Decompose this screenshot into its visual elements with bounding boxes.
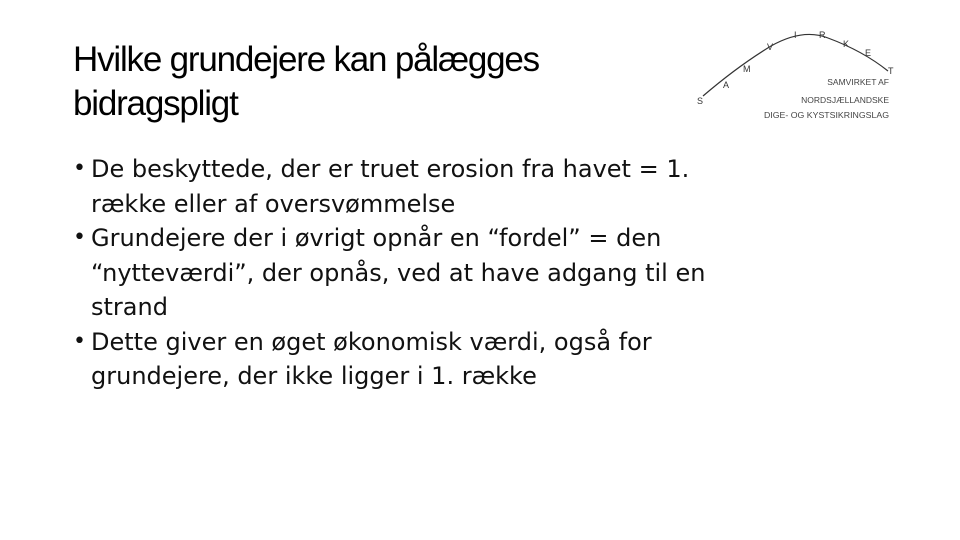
logo-letter-r: R	[819, 30, 826, 40]
bullet-item	[73, 221, 833, 325]
bullet-list	[73, 152, 833, 394]
bullet-dot: •	[73, 156, 86, 181]
slide-title-line-2: bidragspligt	[73, 84, 238, 123]
bullet-dot: •	[73, 328, 86, 354]
logo-letter-a: A	[723, 80, 730, 90]
bullet-2-line-3: strand	[91, 293, 168, 321]
logo-graphic	[693, 26, 901, 124]
logo-line-3: DIGE- OG KYSTSIKRINGSLAG	[764, 110, 889, 120]
bullet-2-line-2: “nytteværdi”, der opnås, ved at have adgang til en	[91, 258, 706, 287]
bullet-1-line-1: De beskyttede, der er truet erosion fra havet = 1.	[91, 155, 690, 183]
bullet-item	[73, 325, 833, 394]
bullet-dot: •	[73, 225, 86, 250]
bullet-3-line-1: Dette giver en øget økonomisk værdi, også for	[91, 327, 652, 356]
slide-title-line-1: Hvilke grundejere kan pålægges	[73, 40, 539, 79]
bullet-3-line-2: grundejere, der ikke ligger i 1. række	[91, 362, 537, 390]
logo-letter-m: M	[743, 64, 751, 74]
organization-logo	[693, 26, 901, 124]
bullet-2-line-1: Grundejere der i øvrigt opnår en “fordel” = den	[91, 224, 662, 252]
logo-letter-v: V	[767, 42, 774, 52]
logo-letter-t: T	[888, 66, 894, 76]
logo-line-2: NORDSJÆLLANDSKE	[801, 95, 889, 105]
logo-line-1: SAMVIRKET AF	[827, 77, 889, 87]
logo-letter-e: E	[865, 48, 872, 58]
slide-title	[73, 38, 673, 126]
bullet-1-line-2: række eller af oversvømmelse	[91, 189, 456, 218]
logo-letter-s: S	[697, 96, 704, 106]
logo-letter-i: I	[794, 30, 797, 40]
bullet-item	[73, 152, 833, 221]
logo-letter-k: K	[843, 39, 850, 49]
